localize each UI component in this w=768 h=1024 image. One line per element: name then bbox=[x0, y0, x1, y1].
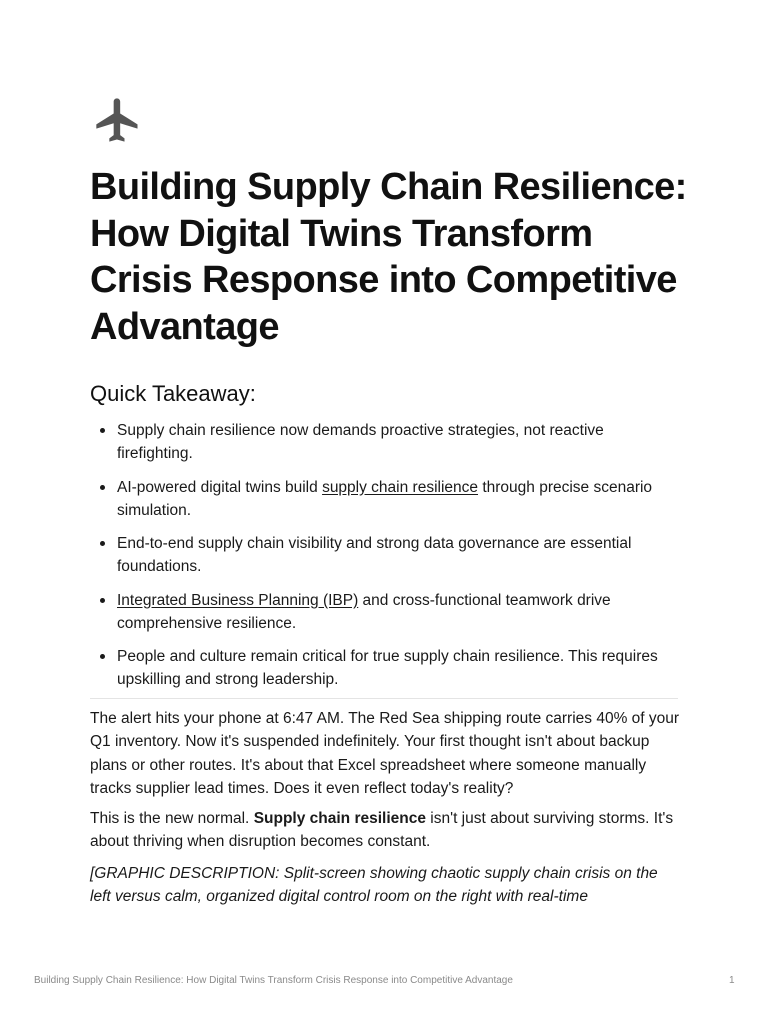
airplane-icon bbox=[92, 94, 144, 146]
section-divider bbox=[90, 698, 678, 699]
airplane-icon-svg bbox=[92, 94, 144, 146]
list-item bbox=[90, 645, 680, 691]
supply-chain-resilience-link[interactable]: supply chain resilience bbox=[322, 478, 479, 496]
list-item-text: Supply chain resilience now demands proactive strategies, not reactive firefighting. bbox=[117, 422, 604, 462]
bullet-dot bbox=[100, 428, 105, 433]
list-item bbox=[90, 589, 680, 635]
graphic-description: [GRAPHIC DESCRIPTION: Split-screen showing chaotic supply chain crisis on the left versus calm, organized digital control room on the right with real-time bbox=[90, 865, 658, 906]
bullet-dot bbox=[100, 485, 105, 490]
list-item bbox=[90, 419, 680, 465]
paragraph-text: isn't just about surviving storms. It's about thriving when disruption becomes constant. bbox=[90, 810, 674, 851]
intro-paragraph: The alert hits your phone at 6:47 AM. The Red Sea shipping route carries 40% of your Q1 inventory. Now it's suspended indefinitely. Your first thought isn't about backup plans or other routes. It's about that Excel spreadsheet where someone manually tracks supplier lead times. Does it even reflect today's reality? bbox=[90, 710, 680, 797]
bullet-dot bbox=[100, 541, 105, 546]
takeaway-list bbox=[90, 419, 680, 702]
takeaway-heading: Quick Takeaway: bbox=[90, 381, 256, 406]
list-item-text: through precise scenario simulation. bbox=[117, 478, 653, 519]
bullet-dot bbox=[100, 654, 105, 659]
page-title: Building Supply Chain Resilience: How Digital Twins Transform Crisis Response into Competitive Advantage bbox=[90, 166, 687, 348]
list-item-text: AI-powered digital twins build bbox=[117, 478, 323, 496]
integrated-business-planning-link[interactable]: Integrated Business Planning (IBP) bbox=[117, 591, 359, 609]
footer-running-title: Building Supply Chain Resilience: How Digital Twins Transform Crisis Response into Competitive Advantage bbox=[34, 975, 513, 986]
list-item-text: and cross-functional teamwork drive comprehensive resilience. bbox=[117, 591, 611, 632]
list-item-text: People and culture remain critical for true supply chain resilience. This requires upskilling and strong leadership. bbox=[117, 648, 658, 688]
bullet-dot bbox=[100, 598, 105, 603]
list-item bbox=[90, 532, 680, 578]
bold-term: Supply chain resilience bbox=[253, 810, 426, 827]
list-item-text: End-to-end supply chain visibility and strong data governance are essential foundations. bbox=[117, 535, 632, 575]
footer-page-number: 1 bbox=[729, 975, 735, 986]
new-normal-paragraph bbox=[90, 807, 680, 854]
list-item bbox=[90, 476, 680, 522]
paragraph-text: This is the new normal. bbox=[90, 810, 254, 827]
